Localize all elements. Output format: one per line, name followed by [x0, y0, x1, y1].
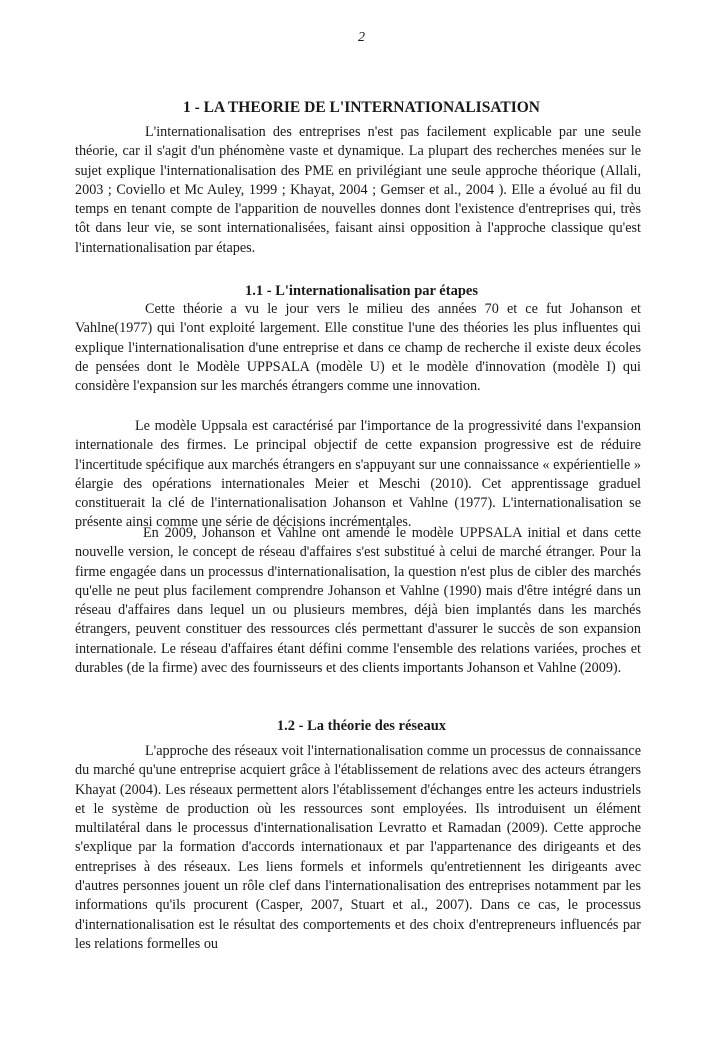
section-intro-paragraph: L'internationalisation des entreprises n'est pas facilement explicable par une seule théorie, car il s'agit d'un phénomène vaste et dynamique. La plupart des recherches menées sur le sujet explique l'internationalisation des PME en privilégiant une seule approche théorique (Allali, 2003 ; Coviello et Mc Auley, 1999 ; Khayat, 2004 ; Gemser et al., 2004 ). Elle a évolué au fil du temps en tenant compte de l'apparition de nouvelles donnes dont l'existence d'entreprises qui, très tôt dans leur vie, se sont internationalisées, faisant ainsi opposition à l'approche classique qu'est l'internationalisation par étapes. — [75, 124, 641, 256]
body-paragraph: Le modèle Uppsala est caractérisé par l'importance de la progressivité dans l'expansion internationale des firmes. Le principal objectif de cette expansion progressive est de réduire l'incertitude spécifique aux marchés étrangers en s'appuyant sur une connaissance « expérientielle » élargie des opérations internationales Meier et Meschi (2010). Cet apprentissage graduel constituerait la clé de l'internationalisation Johanson et Vahlne (1977). L'internationalisation se présente ainsi comme une série de décisions incrémentales. — [75, 418, 641, 531]
body-paragraph: Cette théorie a vu le jour vers le milieu des années 70 et ce fut Johanson et Vahlne(1977) qui l'ont exploité largement. Elle constitue l'une des théories les plus influentes qui explique l'internationalisation d'une entreprise et dans ce champ de recherche il existe deux écoles de pensées dont le Modèle UPPSALA (modèle U) et le modèle d'innovation (modèle I) qui considère l'expansion sur les marchés étrangers comme une innovation. — [75, 301, 641, 395]
section-title: 1 - LA THEORIE DE L'INTERNATIONALISATION — [182, 99, 540, 116]
body-paragraph: En 2009, Johanson et Vahlne ont amendé le modèle UPPSALA initial et dans cette nouvelle version, le concept de réseau d'affaires s'est substitué à celui de marché étranger. Pour la firme engagée dans un processus d'internationalisation, la question n'est plus de cibler des marchés qu'elle ne peut plus facilement comprendre Johanson et Vahlne (1990) mais d'être intégré dans un réseau d'affaires dans lequel un ou plusieurs membres, déjà bien implantés dans les marchés étrangers, peuvent constituer des ressources clés permettant d'assurer le succès de son expansion internationale. Le réseau d'affaires étant défini comme l'ensemble des relations variées, proches et durables (de la firme) avec des fournisseurs et des clients importants Johanson et Vahlne (2009). — [75, 525, 641, 677]
subsection-title: 1.2 - La théorie des réseaux — [276, 718, 447, 734]
page-number: 2 — [358, 30, 365, 45]
body-paragraph: L'approche des réseaux voit l'internationalisation comme un processus de connaissance du marché qu'une entreprise acquiert grâce à l'établissement de relations avec des acteurs étrangers Khayat (2004). Les réseaux permettent alors l'établissement d'échanges entre les acteurs industriels et le système de production où les ressources sont employées. Ils introduisent un élément multilatéral dans le processus d'internationalisation Levratto et Ramadan (2009). Cette approche s'explique par la formation d'accords internationaux et par l'appartenance des dirigeants et des entreprises à des réseaux. Les liens formels et informels qu'entretiennent les dirigeants avec d'autres personnes jouent un rôle clef dans l'internationalisation des entreprises notamment par les informations qu'ils procurent (Casper, 2007, Stuart et al., 2007). Dans ce cas, le processus d'internationalisation est le résultat des comportements et des choix d'entrepreneurs influencés par les relations formelles ou — [75, 743, 641, 952]
subsection-title: 1.1 - L'internationalisation par étapes — [245, 283, 478, 299]
